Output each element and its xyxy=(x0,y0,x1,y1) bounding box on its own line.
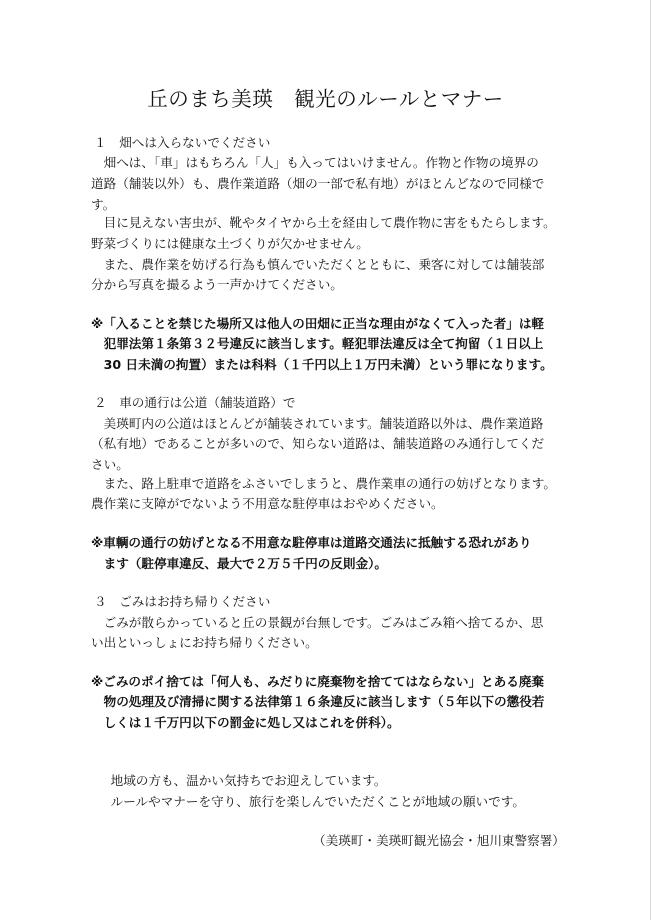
closing-line: 地域の方も、温かい気持ちでお迎えしています。 xyxy=(98,773,387,788)
section-1-line: 目に見えない害虫が、靴やタイヤから土を経由して農作物に害をもたらします。 xyxy=(91,215,556,230)
section-3-notice-line: ※ごみのポイ捨ては「何人も、みだりに廃棄物を捨ててはならない」とある廃棄 xyxy=(91,674,545,689)
section-3-notice-line: しくは１千万円以下の罰金に処し又はこれを併科）。 xyxy=(91,715,400,730)
section-2-line: また、路上駐車で道路をふさいでしまうと、農作業車の通行の妨げとなります。 xyxy=(91,476,556,491)
section-1-notice-line: 30 日未満の拘置）または科料（１千円以上１万円未満）という罪になります。 xyxy=(91,357,553,372)
section-1-line: 分から写真を撮るよう一声かけてください。 xyxy=(91,277,343,292)
section-1-heading: １ 畑へは入らないでください xyxy=(94,135,271,150)
page-title: 丘のまち美瑛 観光のルールとマナー xyxy=(147,87,504,111)
section-2-line: 美瑛町内の公道はほとんどが舗装されています。舗装道路以外は、農作業道路 xyxy=(91,416,544,431)
closing-line: ルールやマナーを守り、旅行を楽しんでいただくことが地域の願いです。 xyxy=(98,794,525,809)
section-2-line: 農作業に支障がでないよう不用意な駐停車はおやめください。 xyxy=(91,496,444,511)
section-2-notice-line: ます（駐停車違反、最大で２万５千円の反則金）。 xyxy=(91,556,387,571)
section-2-heading: ２ 車の通行は公道（舗装道路）で xyxy=(94,395,296,410)
section-3-notice-line: 物の処理及び清掃に関する法律第１６条違反に該当します（５年以下の懲役若 xyxy=(91,694,545,709)
section-2-line: （私有地）であることが多いので、知らない道路は、舗装道路のみ通行してくだ xyxy=(91,436,545,451)
issuer-credit: （美瑛町・美瑛町観光協会・旭川東警察署） xyxy=(313,833,565,848)
section-1-line: す。 xyxy=(91,197,116,212)
section-1-notice-line: ※「入ることを禁じた場所又は他人の田畑に正当な理由がなくて入った者」は軽 xyxy=(91,316,545,331)
section-1-notice-line: 犯罪法第１条第３２号違反に該当します。軽犯罪法違反は全て拘留（１日以上 xyxy=(91,336,544,351)
section-3-line: ごみが散らかっていると丘の景観が台無しです。ごみはごみ箱へ捨てるか、思 xyxy=(91,615,544,630)
section-3-heading: ３ ごみはお持ち帰りください xyxy=(94,594,271,609)
section-3-line: い出といっしょにお持ち帰りください。 xyxy=(91,635,318,650)
section-1-line: 道路（舗装以外）も、農作業道路（畑の一部で私有地）がほとんどなので同様で xyxy=(91,176,545,191)
section-1-line: 畑へは、「車」はもちろん「人」も入ってはいけません。作物と作物の境界の xyxy=(91,155,539,170)
section-2-line: さい。 xyxy=(91,457,129,472)
section-2-notice-line: ※車輌の通行の妨げとなる不用意な駐停車は道路交通法に抵触する恐れがあり xyxy=(91,535,532,550)
section-1-line: 野菜づくりには健康な土づくりが欠かせません。 xyxy=(91,236,369,251)
section-1-line: また、農作業を妨げる行為も慎んでいただくとともに、乗客に対しては舗装部 xyxy=(91,257,545,272)
